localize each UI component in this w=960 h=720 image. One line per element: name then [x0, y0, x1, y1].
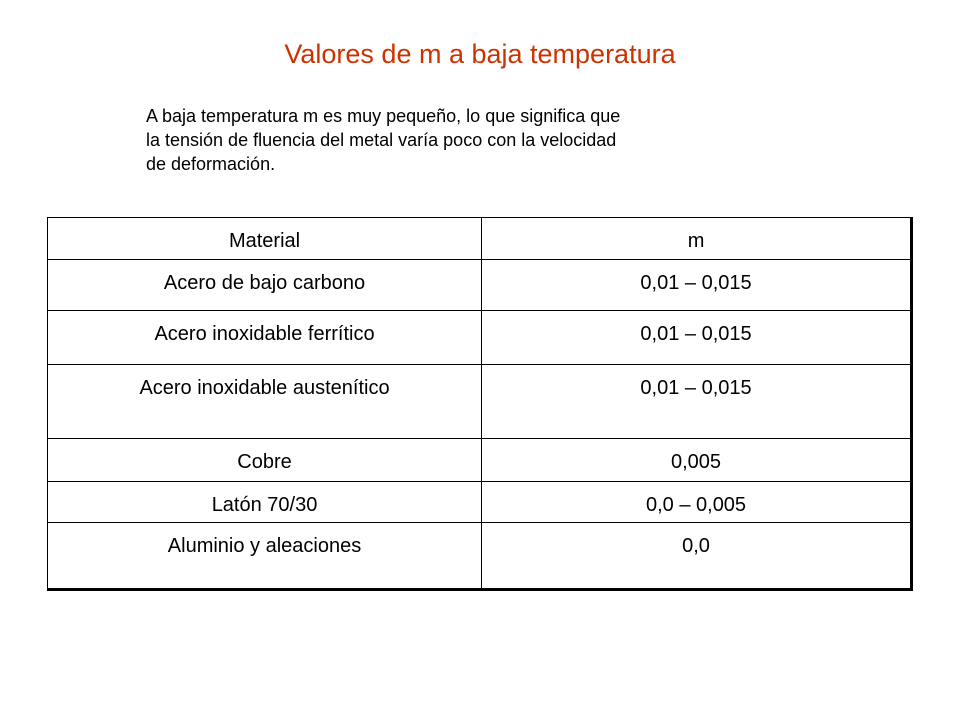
cell-material: Aluminio y aleaciones — [48, 523, 482, 590]
table-row — [48, 260, 912, 311]
cell-m: 0,01 – 0,015 — [482, 260, 912, 311]
table-row — [48, 311, 912, 365]
intro-line: de deformación. — [146, 154, 276, 174]
cell-m: 0,01 – 0,015 — [482, 311, 912, 365]
cell-material: Latón 70/30 — [48, 482, 482, 523]
cell-material: Cobre — [48, 439, 482, 482]
m-values-table — [47, 217, 913, 591]
intro-line: A baja temperatura m es muy pequeño, lo que significa que — [146, 106, 621, 126]
table-row — [48, 439, 912, 482]
intro-line: la tensión de fluencia del metal varía poco con la velocidad — [146, 130, 617, 150]
cell-m: 0,01 – 0,015 — [482, 365, 912, 439]
table-row — [48, 365, 912, 439]
cell-material: Acero inoxidable ferrítico — [48, 311, 482, 365]
page-title: Valores de m a baja temperatura — [284, 39, 676, 69]
cell-material: Acero de bajo carbono — [48, 260, 482, 311]
table-row — [48, 523, 912, 590]
cell-m: 0,0 – 0,005 — [482, 482, 912, 523]
intro-paragraph — [146, 104, 796, 176]
cell-material: Acero inoxidable austenítico — [48, 365, 482, 439]
header-m: m — [482, 218, 912, 260]
cell-m: 0,0 — [482, 523, 912, 590]
table-header-row — [48, 218, 912, 260]
header-material: Material — [48, 218, 482, 260]
cell-m: 0,005 — [482, 439, 912, 482]
table-row — [48, 482, 912, 523]
